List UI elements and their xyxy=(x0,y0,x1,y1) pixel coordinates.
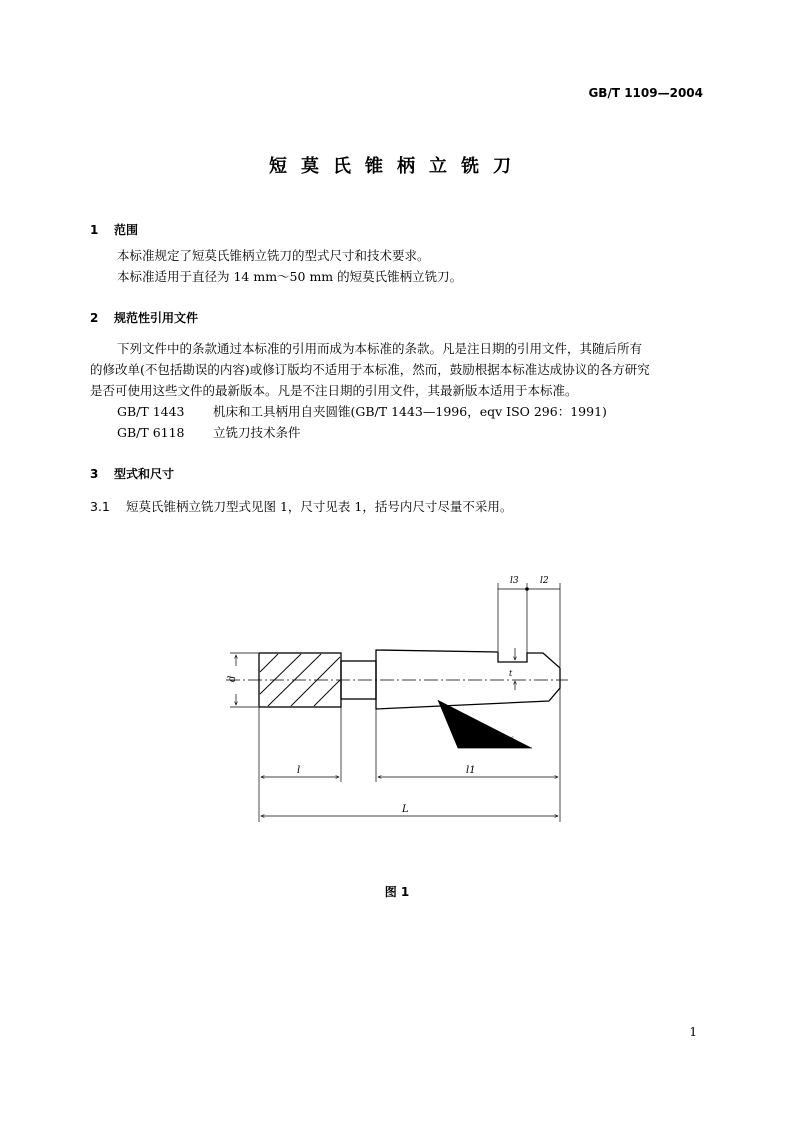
label-l1: l1 xyxy=(466,765,476,776)
label-shank: 短莫氏锥柄 xyxy=(464,737,514,748)
standard-code: GB/T 1109—2004 xyxy=(588,86,703,100)
taper-shank xyxy=(376,650,560,709)
paragraph: 本标准规定了短莫氏锥柄立铣刀的型式尺寸和技术要求。 xyxy=(117,248,430,263)
reference-text: 机床和工具柄用自夹圆锥(GB/T 1443—1996，eqv ISO 296：1991) xyxy=(213,404,607,419)
section-number: 3 xyxy=(90,467,99,481)
subsection-number: 3.1 xyxy=(90,499,110,514)
paragraph-line: 的修改单(不包括勘误的内容)或修订版均不适用于本标准，然而，鼓励根据本标准达成协议的各方研究 xyxy=(90,362,650,377)
dimension-l3-l2 xyxy=(498,583,560,667)
reference-code: GB/T 1443 xyxy=(117,404,185,419)
label-l2: l2 xyxy=(540,576,549,586)
section-number: 2 xyxy=(90,311,99,325)
label-L: L xyxy=(402,804,409,815)
section-title: 范围 xyxy=(114,223,139,237)
label-l3: l3 xyxy=(510,576,519,586)
page-number: 1 xyxy=(689,1025,697,1039)
section-title: 规范性引用文件 xyxy=(114,311,199,325)
figure-caption: 图 1 xyxy=(384,885,410,899)
reference-code: GB/T 6118 xyxy=(117,425,185,440)
subsection-text: 短莫氏锥柄立铣刀型式见图 1，尺寸见表 1，括号内尺寸尽量不采用。 xyxy=(126,499,513,514)
label-l: l xyxy=(297,765,301,776)
reference-text: 立铣刀技术条件 xyxy=(213,425,301,440)
paragraph-line: 是否可使用这些文件的最新版本。凡是不注日期的引用文件，其最新版本适用于本标准。 xyxy=(90,383,578,398)
paragraph-line: 下列文件中的条款通过本标准的引用而成为本标准的条款。凡是注日期的引用文件，其随后所有 xyxy=(117,341,643,356)
section-title: 型式和尺寸 xyxy=(114,467,175,481)
paragraph: 本标准适用于直径为 14 mm～50 mm 的短莫氏锥柄立铣刀。 xyxy=(117,269,463,284)
section-number: 1 xyxy=(90,223,99,237)
dimension-dot xyxy=(525,587,529,591)
label-d: d xyxy=(227,675,238,682)
page-title: 短莫氏锥柄立铣刀 xyxy=(269,156,525,177)
label-t: t xyxy=(509,669,513,678)
